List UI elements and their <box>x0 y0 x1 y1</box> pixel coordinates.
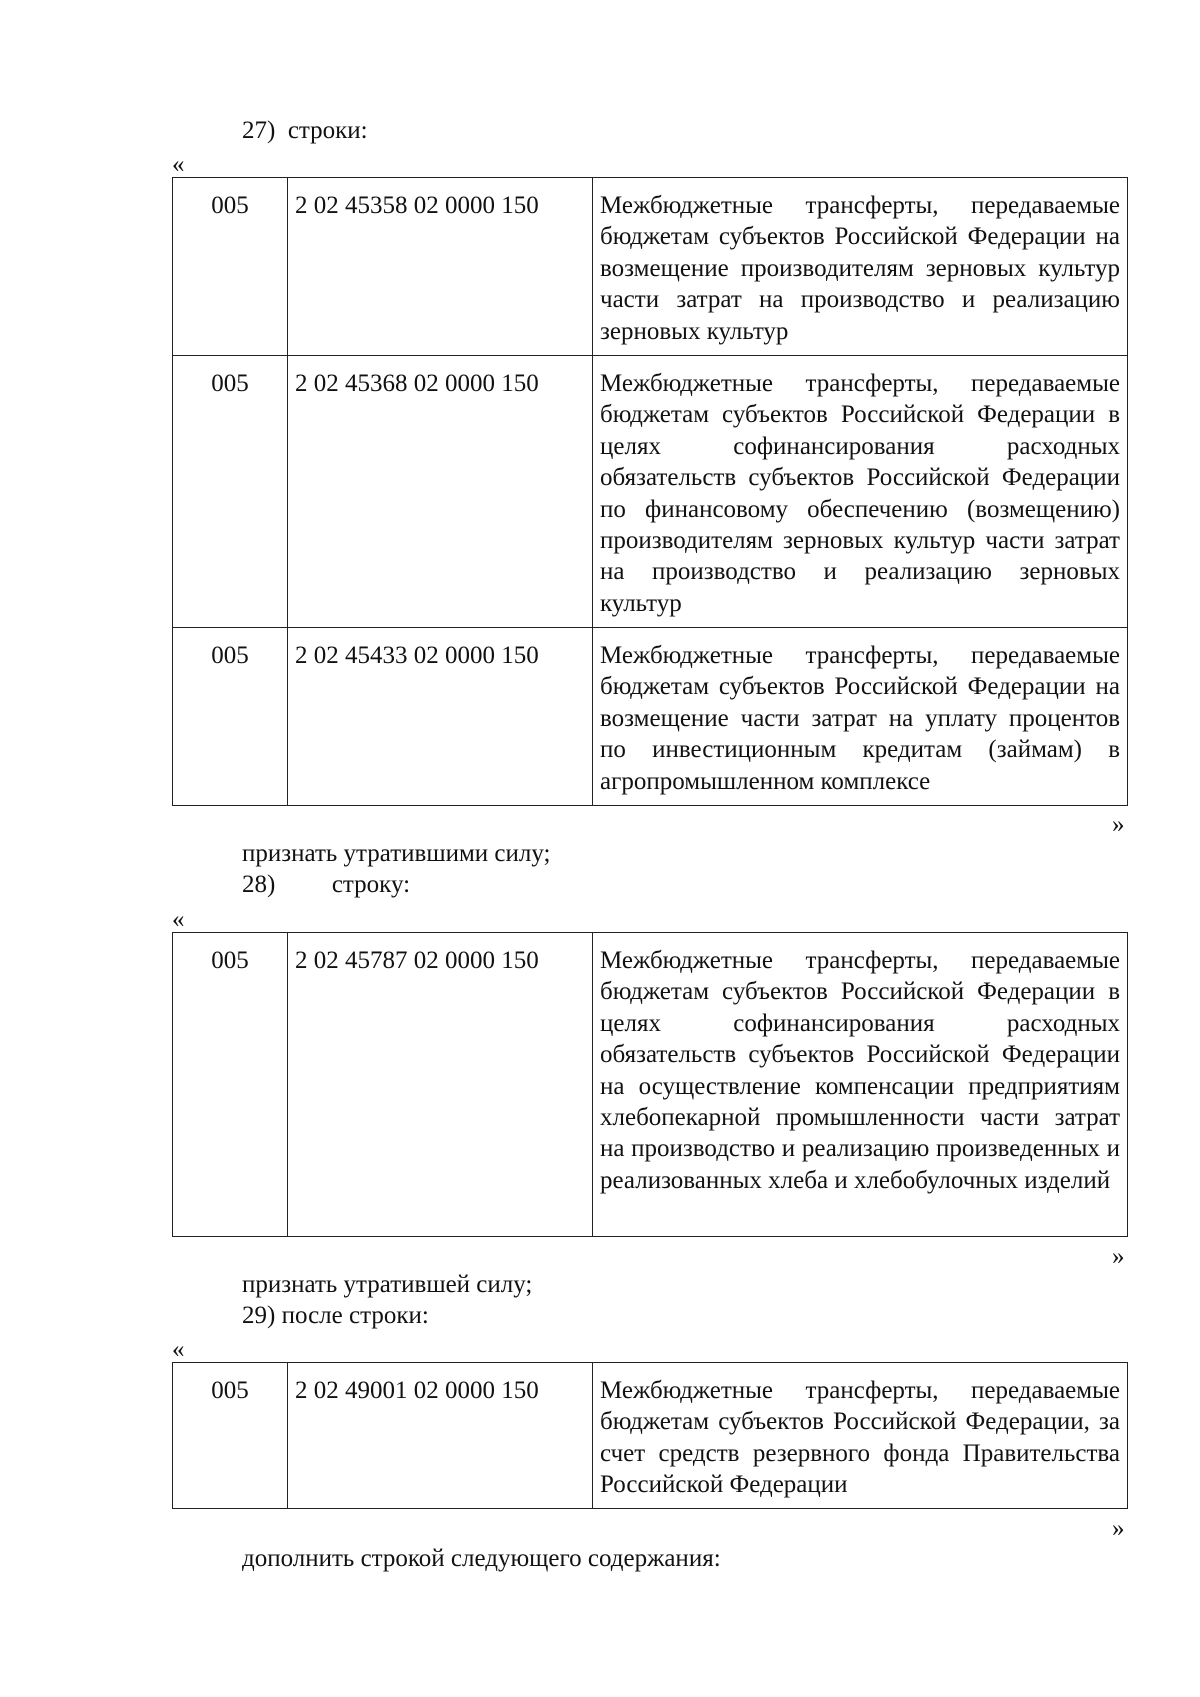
budget-code-cell: 2 02 49001 02 0000 150 <box>288 1363 593 1509</box>
item-27-action: признать утратившими силу; <box>242 840 551 867</box>
item-29-action: дополнить строкой следующего содержания: <box>242 1545 721 1572</box>
budget-code-cell: 2 02 45358 02 0000 150 <box>288 178 593 356</box>
admin-code-cell: 005 <box>173 628 288 806</box>
description-cell: Межбюджетные трансферты, передаваемые бюджетам субъектов Российской Федерации, за счет средств резервного фонда Правительства Российской Федерации <box>593 1363 1128 1509</box>
table-row <box>173 356 1128 628</box>
item-28-number: 28) <box>242 871 276 898</box>
admin-code-cell: 005 <box>173 1363 288 1509</box>
open-quote-27: « <box>172 151 185 178</box>
close-quote-29: » <box>1112 1515 1125 1542</box>
table-item-29 <box>172 1362 1128 1509</box>
table-item-28 <box>172 932 1128 1237</box>
item-29-heading <box>242 1300 429 1331</box>
description-cell: Межбюджетные трансферты, передаваемые бюджетам субъектов Российской Федерации в целях софинансирования расходных обязательств субъектов Российской Федерации на осуществление компенсации предприятиям хлебопекарной промышленности части затрат на производство и реализацию произведенных и реализованных хлеба и хлебобулочных изделий <box>593 933 1128 1237</box>
open-quote-28: « <box>172 906 185 933</box>
item-27-number: 27) <box>242 117 276 144</box>
table-row <box>173 1363 1128 1509</box>
item-28-label: строку: <box>331 871 411 898</box>
item-29-number: 29) <box>242 1302 276 1329</box>
close-quote-27: » <box>1112 811 1125 838</box>
description-cell: Межбюджетные трансферты, передаваемые бюджетам субъектов Российской Федерации на возмещение части затрат на уплату процентов по инвестиционным кредитам (займам) в агропромышленном комплексе <box>593 628 1128 806</box>
item-28-action: признать утратившей силу; <box>242 1271 533 1298</box>
close-quote-28: » <box>1112 1243 1125 1270</box>
table-row <box>173 628 1128 806</box>
admin-code-cell: 005 <box>173 178 288 356</box>
item-27-heading <box>242 115 368 146</box>
item-27-label: строки: <box>287 117 368 144</box>
budget-code-cell: 2 02 45787 02 0000 150 <box>288 933 593 1237</box>
budget-code-cell: 2 02 45368 02 0000 150 <box>288 356 593 628</box>
description-cell: Межбюджетные трансферты, передаваемые бюджетам субъектов Российской Федерации на возмещение производителям зерновых культур части затрат на производство и реализацию зерновых культур <box>593 178 1128 356</box>
item-28-heading <box>242 869 410 900</box>
open-quote-29: « <box>172 1336 185 1363</box>
admin-code-cell: 005 <box>173 356 288 628</box>
admin-code-cell: 005 <box>173 933 288 1237</box>
table-row <box>173 933 1128 1237</box>
table-item-27 <box>172 177 1128 806</box>
item-29-label: после строки: <box>281 1302 429 1329</box>
table-row <box>173 178 1128 356</box>
description-cell: Межбюджетные трансферты, передаваемые бюджетам субъектов Российской Федерации в целях софинансирования расходных обязательств субъектов Российской Федерации по финансовому обеспечению (возмещению) производителям зерновых культур части затрат на производство и реализацию зерновых культур <box>593 356 1128 628</box>
budget-code-cell: 2 02 45433 02 0000 150 <box>288 628 593 806</box>
